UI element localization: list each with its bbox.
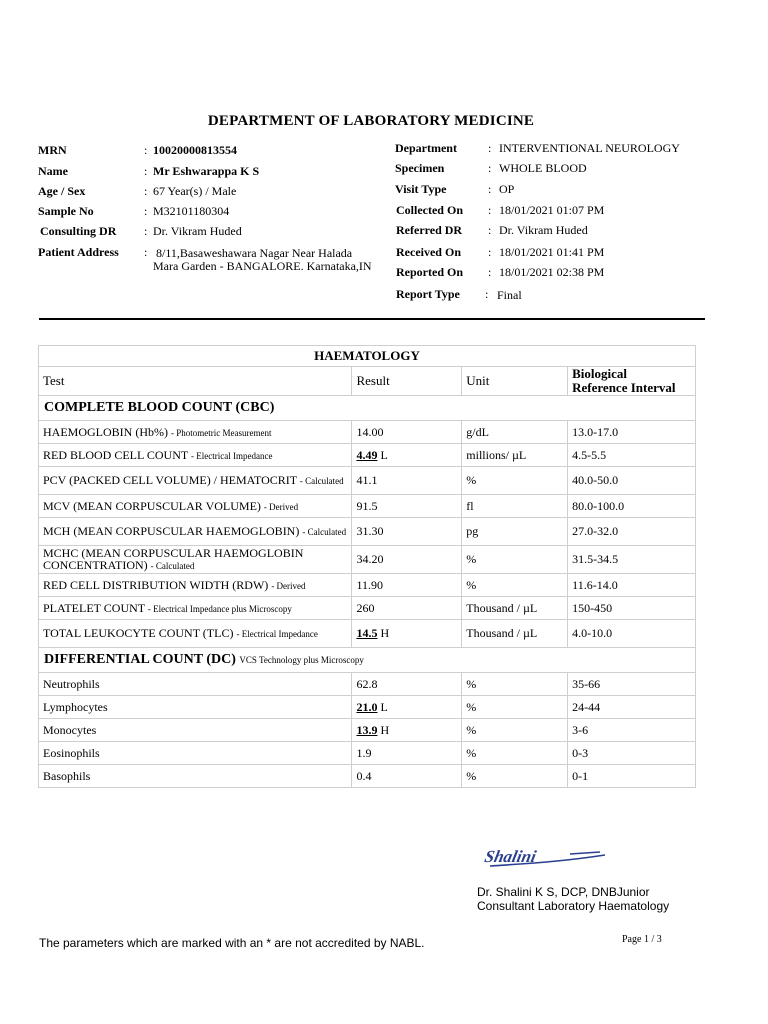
ref-value: 4.0-10.0 <box>572 626 613 640</box>
sample-value: M32101180304 <box>153 204 230 218</box>
unit-cell <box>462 696 568 719</box>
test-cell <box>39 597 352 620</box>
result-cell <box>352 597 462 620</box>
age-label: Age / Sex <box>38 184 86 198</box>
test-method: - Calculated <box>299 476 344 486</box>
report-title: DEPARTMENT OF LABORATORY MEDICINE <box>207 113 535 129</box>
signature-image <box>480 842 610 877</box>
cbc-title: COMPLETE BLOOD COUNT (CBC) <box>39 396 696 421</box>
col-result: Result <box>352 367 462 396</box>
unit-cell <box>462 765 568 788</box>
ref-cell <box>568 597 696 620</box>
visit-type-value: OP <box>499 182 515 196</box>
signatory-name: Dr. Shalini K S, DCP, DNBJunior <box>477 885 650 899</box>
result-flag: H <box>380 626 390 640</box>
colon: : <box>485 287 489 301</box>
result-cell <box>352 495 462 518</box>
unit-cell <box>462 719 568 742</box>
unit-value: % <box>466 699 477 714</box>
result-value: 62.8 <box>356 676 378 691</box>
colon: : <box>488 223 492 237</box>
signatory-role: Consultant Laboratory Haematology <box>477 899 670 913</box>
result-cell <box>352 673 462 696</box>
test-name: PLATELET COUNT <box>43 600 145 615</box>
result-value: 14.5 <box>356 626 378 640</box>
result-value: 34.20 <box>356 552 384 566</box>
test-cell <box>39 696 352 719</box>
ref-cell <box>568 673 696 696</box>
test-name: PCV (PACKED CELL VOLUME) / HEMATOCRIT <box>43 473 297 487</box>
unit-value: % <box>466 577 477 592</box>
table-row <box>39 546 696 574</box>
colon: : <box>488 265 492 279</box>
name-value: Mr Eshwarappa K S <box>153 164 260 178</box>
table-row <box>39 518 696 546</box>
result-cell <box>352 444 462 467</box>
signatory <box>477 885 669 913</box>
ref-cell <box>568 574 696 597</box>
reported-value: 18/01/2021 02:38 PM <box>499 265 605 279</box>
test-method: - Derived <box>263 501 299 512</box>
test-name: RED BLOOD CELL COUNT <box>43 447 188 462</box>
results-table <box>38 345 696 788</box>
colon: : <box>144 224 148 238</box>
colon: : <box>488 182 492 196</box>
test-name: Neutrophils <box>43 677 100 691</box>
col-ref <box>568 367 696 396</box>
table-row <box>39 620 696 648</box>
test-name: Monocytes <box>43 723 97 737</box>
colon: : <box>144 204 148 218</box>
page-number: Page 1 / 3 <box>622 934 662 945</box>
result-cell <box>352 467 462 495</box>
result-value: 91.5 <box>356 498 378 513</box>
unit-cell <box>462 673 568 696</box>
unit-cell <box>462 742 568 765</box>
test-method: - Derived <box>271 580 306 591</box>
test-cell <box>39 673 352 696</box>
unit-value: Thousand / µL <box>466 600 538 615</box>
test-name: RED CELL DISTRIBUTION WIDTH (RDW) <box>43 577 269 592</box>
result-flag: H <box>380 722 390 737</box>
result-value: 31.30 <box>356 524 384 538</box>
result-flag: L <box>380 447 388 462</box>
result-cell <box>352 620 462 648</box>
test-name: Lymphocytes <box>43 700 108 714</box>
unit-cell <box>462 574 568 597</box>
table-row <box>39 696 696 719</box>
unit-value: millions/ µL <box>466 447 527 462</box>
result-value: 13.9 <box>356 722 378 737</box>
test-method: - Electrical Impedance <box>236 629 318 639</box>
result-value: 11.90 <box>356 577 384 592</box>
test-cell <box>39 444 352 467</box>
result-value: 14.00 <box>356 424 384 439</box>
test-cell <box>39 546 352 574</box>
unit-value: % <box>466 745 477 760</box>
signature-script: Shalini <box>482 847 538 866</box>
colon: : <box>488 161 492 175</box>
test-cell <box>39 620 352 648</box>
unit-value: % <box>466 768 477 783</box>
collected-value: 18/01/2021 01:07 PM <box>499 203 605 217</box>
result-value: 260 <box>356 600 375 615</box>
dc-title <box>39 648 696 673</box>
table-row <box>39 673 696 696</box>
dc-method: VCS Technology plus Microscopy <box>239 655 364 665</box>
test-cell <box>39 765 352 788</box>
result-value: 4.49 <box>356 447 378 462</box>
test-cell <box>39 719 352 742</box>
ref-cell <box>568 444 696 467</box>
department-label: Department <box>395 141 457 155</box>
unit-value: % <box>466 473 477 487</box>
address-label: Patient Address <box>38 245 119 259</box>
colon: : <box>488 141 492 155</box>
ref-value: 0-3 <box>572 745 589 760</box>
unit-value: pg <box>466 524 479 538</box>
mrn-value: 10020000813554 <box>153 143 237 157</box>
ref-value: 40.0-50.0 <box>572 473 619 487</box>
colon: : <box>144 164 148 178</box>
ref-value: 27.0-32.0 <box>572 524 619 538</box>
test-name: Eosinophils <box>43 746 100 760</box>
result-cell <box>352 696 462 719</box>
consulting-label: Consulting DR <box>40 224 117 238</box>
test-method: - Calculated <box>302 527 347 537</box>
ref-cell <box>568 421 696 444</box>
section-title: HAEMATOLOGY <box>39 346 696 367</box>
result-cell <box>352 518 462 546</box>
reported-label: Reported On <box>396 265 463 279</box>
sample-label: Sample No <box>38 204 94 218</box>
colon: : <box>488 203 492 217</box>
unit-value: g/dL <box>466 424 489 439</box>
ref-value: 0-1 <box>572 768 589 783</box>
header-divider <box>39 318 705 320</box>
unit-value: Thousand / µL <box>466 626 538 640</box>
test-name: HAEMOGLOBIN (Hb%) <box>43 424 168 439</box>
ref-value: 31.5-34.5 <box>572 552 619 566</box>
ref-value: 11.6-14.0 <box>572 577 618 592</box>
address-line-1: 8/11,Basaweshawara Nagar Near Halada <box>156 246 353 260</box>
ref-value: 80.0-100.0 <box>572 498 625 513</box>
collected-label: Collected On <box>396 203 463 217</box>
ref-cell <box>568 467 696 495</box>
dc-title-text: DIFFERENTIAL COUNT (DC) <box>44 652 236 667</box>
ref-cell <box>568 765 696 788</box>
test-cell <box>39 574 352 597</box>
result-cell <box>352 546 462 574</box>
ref-value: 150-450 <box>572 600 613 615</box>
result-value: 41.1 <box>356 473 378 487</box>
specimen-value: WHOLE BLOOD <box>499 161 587 175</box>
result-cell <box>352 742 462 765</box>
ref-value: 35-66 <box>572 676 601 691</box>
table-row <box>39 444 696 467</box>
ref-value: 3-6 <box>572 722 589 737</box>
col-test: Test <box>39 367 352 396</box>
table-row <box>39 574 696 597</box>
referred-label: Referred DR <box>396 223 463 237</box>
unit-cell <box>462 467 568 495</box>
result-flag: L <box>380 699 388 714</box>
test-name: MCV (MEAN CORPUSCULAR VOLUME) <box>43 498 261 513</box>
unit-cell <box>462 421 568 444</box>
test-name: Basophils <box>43 769 91 783</box>
report-type-value: Final <box>497 288 522 302</box>
test-name: TOTAL LEUKOCYTE COUNT (TLC) <box>43 626 234 640</box>
mrn-label: MRN <box>38 143 67 157</box>
unit-cell <box>462 597 568 620</box>
unit-value: fl <box>466 498 474 513</box>
table-row <box>39 719 696 742</box>
test-cell <box>39 421 352 444</box>
table-row <box>39 495 696 518</box>
test-cell <box>39 518 352 546</box>
result-cell <box>352 574 462 597</box>
ref-cell <box>568 696 696 719</box>
unit-cell <box>462 546 568 574</box>
test-method: - Photometric Measurement <box>170 427 272 438</box>
address-line-2: Mara Garden - BANGALORE. Karnataka,IN <box>153 259 372 273</box>
report-type-label: Report Type <box>396 287 460 301</box>
colon: : <box>488 245 492 259</box>
result-cell <box>352 765 462 788</box>
received-label: Received On <box>396 245 461 259</box>
specimen-label: Specimen <box>395 161 445 175</box>
result-value: 1.9 <box>356 745 372 760</box>
result-cell <box>352 719 462 742</box>
unit-value: % <box>466 676 477 691</box>
result-value: 21.0 <box>356 699 378 714</box>
test-name: MCH (MEAN CORPUSCULAR HAEMOGLOBIN) <box>43 524 300 538</box>
age-value: 67 Year(s) / Male <box>153 184 237 198</box>
ref-cell <box>568 719 696 742</box>
ref-cell <box>568 495 696 518</box>
received-value: 18/01/2021 01:41 PM <box>499 245 605 259</box>
visit-type-label: Visit Type <box>395 182 447 196</box>
accreditation-note: The parameters which are marked with an * are not accredited by NABL. <box>39 936 425 950</box>
ref-cell <box>568 518 696 546</box>
colon: : <box>144 143 148 157</box>
unit-cell <box>462 620 568 648</box>
ref-cell <box>568 546 696 574</box>
test-name: MCHC (MEAN CORPUSCULAR HAEMOGLOBIN CONCENTRATION) <box>43 546 304 572</box>
test-method: - Electrical Impedance <box>191 450 273 461</box>
unit-value: % <box>466 552 477 566</box>
ref-value: 13.0-17.0 <box>572 424 619 439</box>
col-ref-line1: Biological <box>572 366 628 381</box>
name-label: Name <box>38 164 68 178</box>
unit-cell <box>462 444 568 467</box>
table-header-row <box>39 367 696 396</box>
colon: : <box>144 184 148 198</box>
table-row <box>39 765 696 788</box>
ref-value: 4.5-5.5 <box>572 447 607 462</box>
unit-cell <box>462 495 568 518</box>
colon: : <box>144 245 148 259</box>
ref-cell <box>568 742 696 765</box>
test-cell <box>39 467 352 495</box>
table-row <box>39 421 696 444</box>
unit-cell <box>462 518 568 546</box>
ref-value: 24-44 <box>572 699 601 714</box>
test-method: - Calculated <box>150 561 195 571</box>
unit-value: % <box>466 722 477 737</box>
test-cell <box>39 495 352 518</box>
table-row <box>39 597 696 620</box>
test-method: - Electrical Impedance plus Microscopy <box>147 603 292 614</box>
referred-value: Dr. Vikram Huded <box>499 223 588 237</box>
consulting-value: Dr. Vikram Huded <box>153 224 242 238</box>
table-row <box>39 467 696 495</box>
department-value: INTERVENTIONAL NEUROLOGY <box>499 141 680 155</box>
col-ref-line2: Reference Interval <box>572 380 676 395</box>
test-cell <box>39 742 352 765</box>
ref-cell <box>568 620 696 648</box>
result-cell <box>352 421 462 444</box>
table-row <box>39 742 696 765</box>
result-value: 0.4 <box>356 768 372 783</box>
col-unit: Unit <box>462 367 568 396</box>
